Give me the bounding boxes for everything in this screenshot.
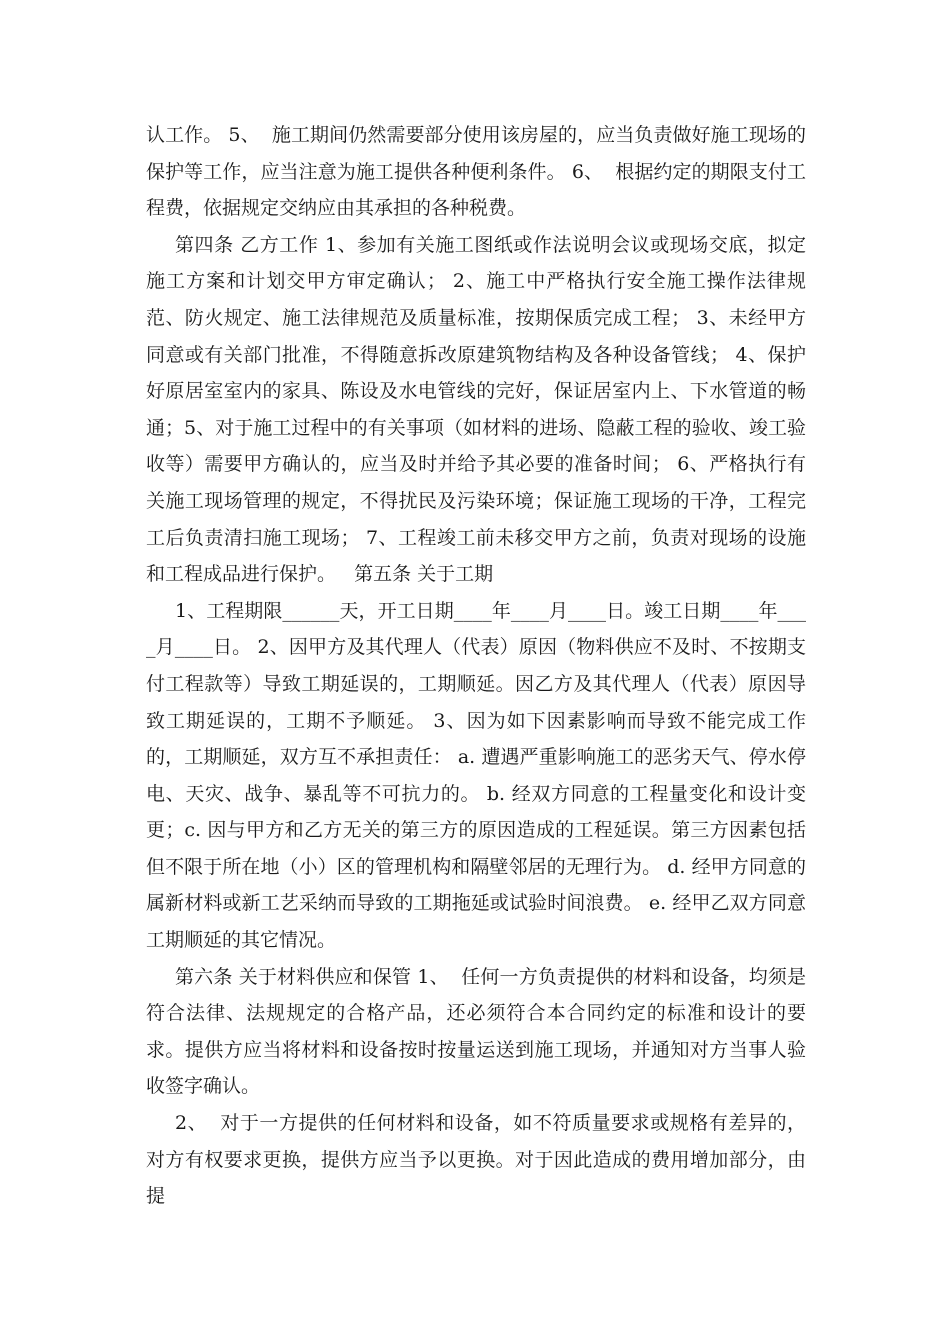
paragraph-clause-4: 第四条 乙方工作 1、参加有关施工图纸或作法说明会议或现场交底，拟定施工方案和计划交甲方审定确认； 2、施工中严格执行安全施工操作法律规范、防火规定、施工法律规范及质量标准，按期保质完成工程； 3、未经甲方同意或有关部门批准，不得随意拆改原建筑物结构及各种设备管线； 4、保护好原居室室内的家具、陈设及水电管线的完好，保证居室内上、下水管道的畅通；5、对于施工过程中的有关事项（如材料的进场、隐蔽工程的验收、竣工验收等）需要甲方确认的，应当及时并给予其必要的准备时间； 6、严格执行有关施工现场管理的规定，不得扰民及污染环境；保证施工现场的干净，工程完工后负责清扫施工现场； 7、工程竣工前未移交甲方之前，负责对现场的设施和工程成品进行保护。 第五条 关于工期 (146, 233, 806, 586)
paragraph-clause-6-item-2: 2、 对于一方提供的任何材料和设备，如不符质量要求或规格有差异的，对方有权要求更换，提供方应当予以更换。对于因此造成的费用增加部分，由提 (146, 1112, 806, 1208)
paragraph-clause-5: 1、工程期限______天，开工日期____年____月____日。竣工日期____年____月____日。 2、因甲方及其代理人（代表）原因（物料供应不及时、不按期支付工程款等）导致工期延误的，工期顺延。因乙方及其代理人（代表）原因导致工期延误的，工期不予顺延。 3、因为如下因素影响而导致不能完成工作的，工期顺延，双方互不承担责任： a. 遭遇严重影响施工的恶劣天气、停水停电、天灾、战争、暴乱等不可抗力的。 b. 经双方同意的工程量变化和设计变更；c. 因与甲方和乙方无关的第三方的原因造成的工程延误。第三方因素包括但不限于所在地（小）区的管理机构和隔壁邻居的无理行为。 d. 经甲方同意的属新材料或新工艺采纳而导致的工期拖延或试验时间浪费。 e. 经甲乙双方同意工期顺延的其它情况。 (146, 599, 806, 952)
paragraph-clause-6: 第六条 关于材料供应和保管 1、 任何一方负责提供的材料和设备，均须是符合法律、法规规定的合格产品，还必须符合本合同约定的标准和设计的要求。提供方应当将材料和设备按时按量运送到施工现场，并通知对方当事人验收签字确认。 (146, 965, 806, 1098)
paragraph-clause-3-end: 认工作。 5、 施工期间仍然需要部分使用该房屋的，应当负责做好施工现场的保护等工作，应当注意为施工提供各种便利条件。 6、 根据约定的期限支付工程费，依据规定交纳应由其承担的各种税费。 (146, 124, 806, 220)
document-body (146, 117, 806, 1215)
